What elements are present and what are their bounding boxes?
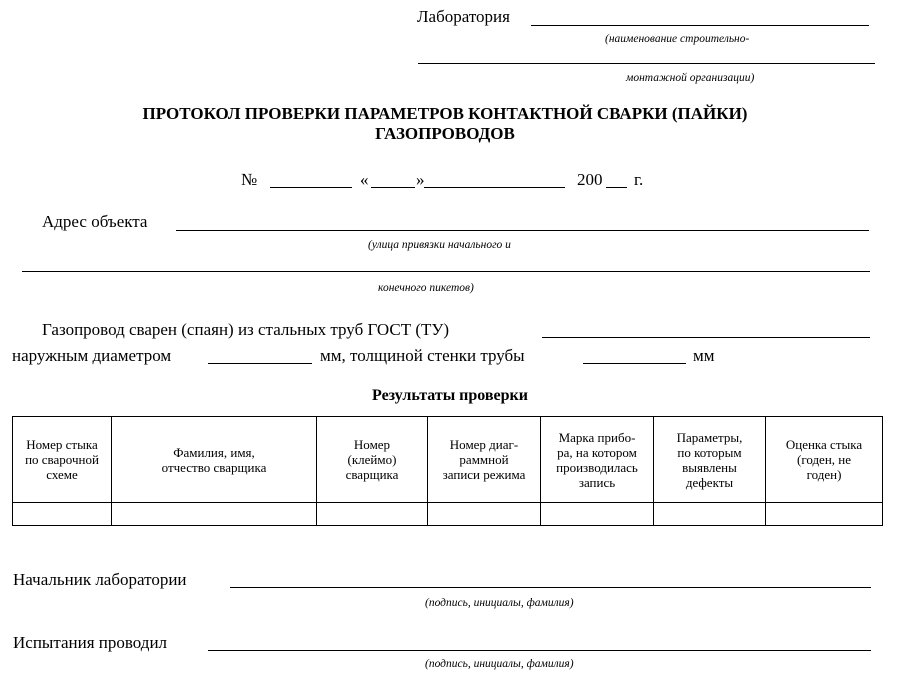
- col-defect-parameters: Параметры, по которым выявлены дефекты: [654, 417, 766, 503]
- year-suffix: г.: [634, 170, 644, 189]
- pipe-standard-field-line[interactable]: [542, 337, 870, 338]
- number-field-line[interactable]: [270, 187, 352, 188]
- wall-thickness-unit: мм: [693, 346, 715, 365]
- table-row: [13, 503, 883, 526]
- date-open-quote: «: [360, 170, 369, 189]
- protocol-title-line-1: ПРОТОКОЛ ПРОВЕРКИ ПАРАМЕТРОВ КОНТАКТНОЙ СВАРКИ (ПАЙКИ): [142, 104, 748, 123]
- col-welder-stamp: Номер (клеймо) сварщика: [317, 417, 428, 503]
- protocol-title-line-2: ГАЗОПРОВОДОВ: [375, 124, 515, 143]
- diameter-label: наружным диаметром: [12, 346, 172, 365]
- address-field-line[interactable]: [176, 230, 869, 231]
- tester-note: (подпись, инициалы, фамилия): [425, 658, 574, 670]
- table-cell[interactable]: [428, 503, 541, 526]
- results-header-row: [13, 417, 883, 503]
- col-joint-number: Номер стыка по сварочной схеме: [13, 417, 112, 503]
- pipe-standard-label: Газопровод сварен (спаян) из стальных труб ГОСТ (ТУ): [42, 320, 450, 339]
- month-field-line[interactable]: [424, 187, 565, 188]
- address-note-1: (улица привязки начального и: [368, 239, 511, 251]
- table-cell[interactable]: [541, 503, 654, 526]
- year-field-line[interactable]: [606, 187, 627, 188]
- diameter-field-line[interactable]: [208, 363, 312, 364]
- date-close-quote: »: [416, 170, 425, 189]
- table-cell[interactable]: [766, 503, 883, 526]
- tester-label: Испытания проводил: [13, 633, 168, 652]
- address-field-line-2[interactable]: [22, 271, 870, 272]
- address-label: Адрес объекта: [42, 212, 148, 231]
- col-welder-name: Фамилия, имя, отчество сварщика: [112, 417, 317, 503]
- table-cell[interactable]: [317, 503, 428, 526]
- tester-signature-line[interactable]: [208, 650, 871, 651]
- laboratory-field-line-2[interactable]: [418, 63, 875, 64]
- col-diagram-record: Номер диаг- раммной записи режима: [428, 417, 541, 503]
- results-title: Результаты проверки: [372, 387, 528, 404]
- laboratory-label: Лаборатория: [417, 7, 510, 26]
- col-joint-assessment: Оценка стыка (годен, не годен): [766, 417, 883, 503]
- laboratory-field-line[interactable]: [531, 25, 869, 26]
- results-table: [12, 416, 883, 526]
- col-device-brand: Марка прибо- ра, на котором производилась запись: [541, 417, 654, 503]
- address-note-2: конечного пикетов): [378, 282, 474, 294]
- lab-head-note: (подпись, инициалы, фамилия): [425, 597, 574, 609]
- wall-thickness-field-line[interactable]: [583, 363, 686, 364]
- table-cell[interactable]: [654, 503, 766, 526]
- laboratory-note-1: (наименование строительно-: [605, 33, 750, 45]
- table-cell[interactable]: [112, 503, 317, 526]
- laboratory-note-2: монтажной организации): [626, 72, 755, 84]
- table-cell[interactable]: [13, 503, 112, 526]
- wall-thickness-label: мм, толщиной стенки трубы: [320, 346, 525, 365]
- lab-head-label: Начальник лаборатории: [13, 570, 187, 589]
- year-prefix: 200: [577, 170, 603, 189]
- day-field-line[interactable]: [371, 187, 415, 188]
- number-sign: №: [241, 170, 258, 189]
- lab-head-signature-line[interactable]: [230, 587, 871, 588]
